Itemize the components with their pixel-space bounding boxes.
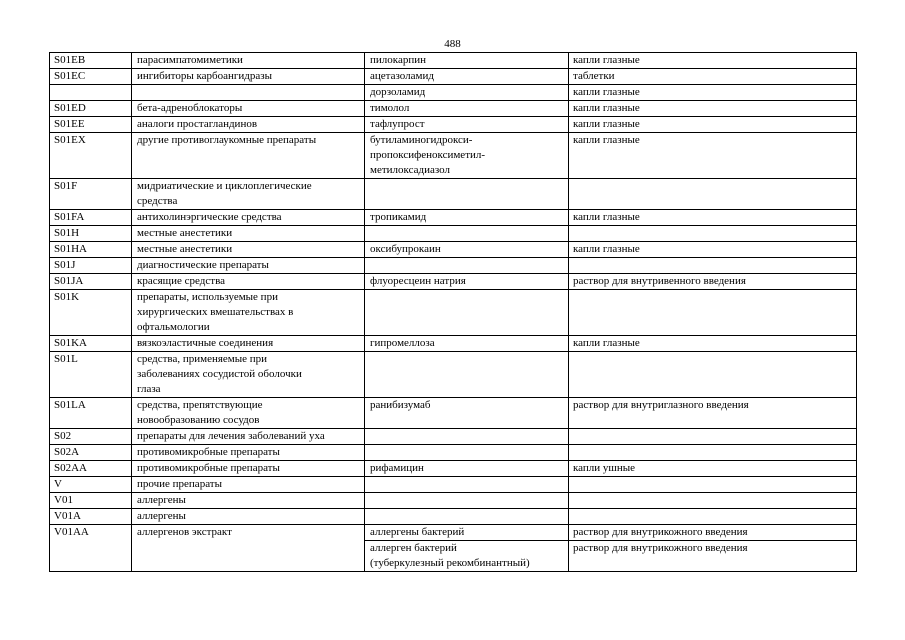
atc-code-cell: S01L	[50, 352, 132, 398]
atc-code-cell: S02AA	[50, 461, 132, 477]
drug-name-cell: тафлупрост	[365, 117, 569, 133]
table-row	[50, 352, 857, 398]
atc-code-cell: V01	[50, 493, 132, 509]
anatomical-therapeutic-group-cell	[132, 85, 365, 101]
atc-code-cell	[50, 85, 132, 101]
anatomical-therapeutic-group-cell: ингибиторы карбоангидразы	[132, 69, 365, 85]
atc-code-cell: S01KA	[50, 336, 132, 352]
atc-code-cell: S02A	[50, 445, 132, 461]
anatomical-therapeutic-group-cell: прочие препараты	[132, 477, 365, 493]
table-row	[50, 133, 857, 179]
table-row	[50, 290, 857, 336]
atc-code-cell: S01FA	[50, 210, 132, 226]
drug-name-cell: аллергены бактерий	[365, 525, 569, 541]
table-row	[50, 509, 857, 525]
table-row	[50, 398, 857, 429]
atc-code-cell: V01AA	[50, 525, 132, 572]
dosage-form-cell: капли глазные	[569, 117, 857, 133]
atc-code-cell: S01JA	[50, 274, 132, 290]
anatomical-therapeutic-group-cell: красящие средства	[132, 274, 365, 290]
table-row	[50, 274, 857, 290]
drug-name-cell	[365, 493, 569, 509]
dosage-form-cell	[569, 258, 857, 274]
drug-name-cell: флуоресцеин натрия	[365, 274, 569, 290]
drug-name-cell: аллерген бактерий (туберкулезный рекомбинантный)	[365, 541, 569, 572]
anatomical-therapeutic-group-cell: антихолинэргические средства	[132, 210, 365, 226]
anatomical-therapeutic-group-cell: аллергенов экстракт	[132, 525, 365, 572]
drug-name-cell	[365, 352, 569, 398]
table-row	[50, 477, 857, 493]
drug-name-cell	[365, 429, 569, 445]
drug-name-cell	[365, 226, 569, 242]
anatomical-therapeutic-group-cell: местные анестетики	[132, 226, 365, 242]
table-row	[50, 445, 857, 461]
drug-name-cell: гипромеллоза	[365, 336, 569, 352]
table-row	[50, 336, 857, 352]
drug-name-cell: оксибупрокаин	[365, 242, 569, 258]
anatomical-therapeutic-group-cell: вязкоэластичные соединения	[132, 336, 365, 352]
drug-name-cell: тимолол	[365, 101, 569, 117]
atc-code-cell: V01A	[50, 509, 132, 525]
atc-code-cell: S01EC	[50, 69, 132, 85]
dosage-form-cell	[569, 179, 857, 210]
table-row	[50, 53, 857, 69]
table-row	[50, 493, 857, 509]
drug-name-cell: ацетазоламид	[365, 69, 569, 85]
dosage-form-cell	[569, 509, 857, 525]
drug-name-cell: дорзоламид	[365, 85, 569, 101]
anatomical-therapeutic-group-cell: противомикробные препараты	[132, 461, 365, 477]
atc-code-cell: S02	[50, 429, 132, 445]
anatomical-therapeutic-group-cell: препараты для лечения заболеваний уха	[132, 429, 365, 445]
table-row	[50, 117, 857, 133]
table-body	[50, 53, 857, 572]
anatomical-therapeutic-group-cell: бета-адреноблокаторы	[132, 101, 365, 117]
drug-name-cell	[365, 258, 569, 274]
drug-name-cell	[365, 290, 569, 336]
table-row	[50, 226, 857, 242]
dosage-form-cell: раствор для внутрикожного введения	[569, 541, 857, 572]
atc-code-cell: S01EB	[50, 53, 132, 69]
table-row	[50, 461, 857, 477]
anatomical-therapeutic-group-cell: другие противоглаукомные препараты	[132, 133, 365, 179]
dosage-form-cell	[569, 429, 857, 445]
atc-code-cell: S01LA	[50, 398, 132, 429]
table-row	[50, 525, 857, 541]
anatomical-therapeutic-group-cell: аналоги простагландинов	[132, 117, 365, 133]
dosage-form-cell	[569, 477, 857, 493]
dosage-form-cell: капли глазные	[569, 242, 857, 258]
dosage-form-cell: раствор для внутрикожного введения	[569, 525, 857, 541]
dosage-form-cell: капли глазные	[569, 210, 857, 226]
atc-code-cell: S01K	[50, 290, 132, 336]
dosage-form-cell	[569, 493, 857, 509]
anatomical-therapeutic-group-cell: парасимпатомиметики	[132, 53, 365, 69]
drug-name-cell	[365, 179, 569, 210]
atc-code-cell: S01HA	[50, 242, 132, 258]
drug-name-cell: тропикамид	[365, 210, 569, 226]
atc-code-cell: S01H	[50, 226, 132, 242]
anatomical-therapeutic-group-cell: аллергены	[132, 493, 365, 509]
drug-classification-table	[49, 52, 857, 572]
table-row	[50, 429, 857, 445]
dosage-form-cell: раствор для внутриглазного введения	[569, 398, 857, 429]
dosage-form-cell: капли глазные	[569, 85, 857, 101]
anatomical-therapeutic-group-cell: диагностические препараты	[132, 258, 365, 274]
dosage-form-cell: капли глазные	[569, 101, 857, 117]
table-row	[50, 258, 857, 274]
dosage-form-cell	[569, 352, 857, 398]
table-row	[50, 69, 857, 85]
atc-code-cell: S01J	[50, 258, 132, 274]
drug-name-cell: рифамицин	[365, 461, 569, 477]
anatomical-therapeutic-group-cell: противомикробные препараты	[132, 445, 365, 461]
dosage-form-cell: капли глазные	[569, 336, 857, 352]
anatomical-therapeutic-group-cell: препараты, используемые при хирургических вмешательствах в офтальмологии	[132, 290, 365, 336]
table-row	[50, 101, 857, 117]
table-row	[50, 179, 857, 210]
atc-code-cell: S01EX	[50, 133, 132, 179]
dosage-form-cell	[569, 226, 857, 242]
dosage-form-cell	[569, 445, 857, 461]
drug-name-cell: бутиламиногидрокси- пропоксифеноксиметил- метилоксадиазол	[365, 133, 569, 179]
anatomical-therapeutic-group-cell: местные анестетики	[132, 242, 365, 258]
atc-code-cell: S01F	[50, 179, 132, 210]
anatomical-therapeutic-group-cell: аллергены	[132, 509, 365, 525]
table-row	[50, 85, 857, 101]
atc-code-cell: V	[50, 477, 132, 493]
anatomical-therapeutic-group-cell: мидриатические и циклоплегические средства	[132, 179, 365, 210]
drug-name-cell: пилокарпин	[365, 53, 569, 69]
drug-name-cell	[365, 445, 569, 461]
table-row	[50, 210, 857, 226]
dosage-form-cell	[569, 290, 857, 336]
dosage-form-cell: таблетки	[569, 69, 857, 85]
anatomical-therapeutic-group-cell: средства, препятствующие новообразованию сосудов	[132, 398, 365, 429]
drug-name-cell: ранибизумаб	[365, 398, 569, 429]
page-number: 488	[444, 38, 461, 50]
drug-name-cell	[365, 509, 569, 525]
drug-name-cell	[365, 477, 569, 493]
dosage-form-cell: капли ушные	[569, 461, 857, 477]
dosage-form-cell: раствор для внутривенного введения	[569, 274, 857, 290]
table-row	[50, 242, 857, 258]
atc-code-cell: S01EE	[50, 117, 132, 133]
atc-code-cell: S01ED	[50, 101, 132, 117]
dosage-form-cell: капли глазные	[569, 53, 857, 69]
dosage-form-cell: капли глазные	[569, 133, 857, 179]
anatomical-therapeutic-group-cell: средства, применяемые при заболеваниях сосудистой оболочки глаза	[132, 352, 365, 398]
